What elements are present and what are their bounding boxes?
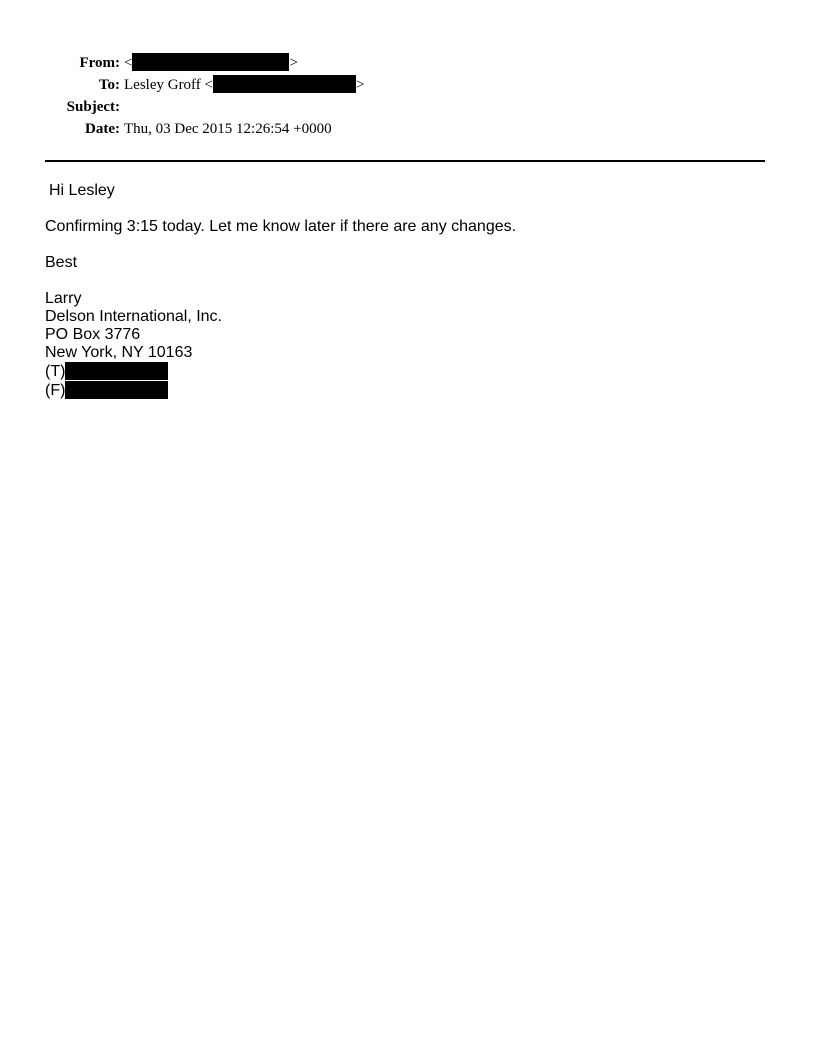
signature-phone <box>45 362 765 381</box>
from-close-bracket: > <box>289 55 298 71</box>
to-redaction <box>213 75 356 93</box>
to-row <box>0 74 816 96</box>
fax-label: (F) <box>45 382 66 399</box>
from-redaction <box>132 53 289 71</box>
from-value <box>124 52 298 74</box>
to-value <box>124 74 364 96</box>
subject-label: Subject: <box>66 99 120 115</box>
closing: Best <box>45 254 78 271</box>
from-open-bracket: < <box>124 55 133 71</box>
signature-fax <box>45 381 765 400</box>
signature-address-line1: PO Box 3776 <box>45 326 141 343</box>
signature <box>45 290 765 400</box>
subject-row <box>0 96 816 118</box>
signature-company: Delson International, Inc. <box>45 308 222 325</box>
phone-redaction <box>65 362 168 380</box>
email-header <box>0 52 816 140</box>
email-body <box>45 182 765 400</box>
from-row <box>0 52 816 74</box>
to-name: Lesley Groff < <box>124 77 213 93</box>
phone-label: (T) <box>45 363 66 380</box>
header-divider <box>45 160 765 162</box>
fax-redaction <box>65 381 168 399</box>
from-label: From: <box>79 55 120 71</box>
to-close-bracket: > <box>356 77 365 93</box>
to-label: To: <box>98 77 120 93</box>
message-text: Confirming 3:15 today. Let me know later if there are any changes. <box>45 218 517 235</box>
date-row <box>0 118 816 140</box>
signature-address-line2: New York, NY 10163 <box>45 344 193 361</box>
signature-name: Larry <box>45 290 82 307</box>
greeting: Hi Lesley <box>49 182 115 199</box>
date-value: Thu, 03 Dec 2015 12:26:54 +0000 <box>124 121 332 137</box>
date-label: Date: <box>85 121 120 137</box>
